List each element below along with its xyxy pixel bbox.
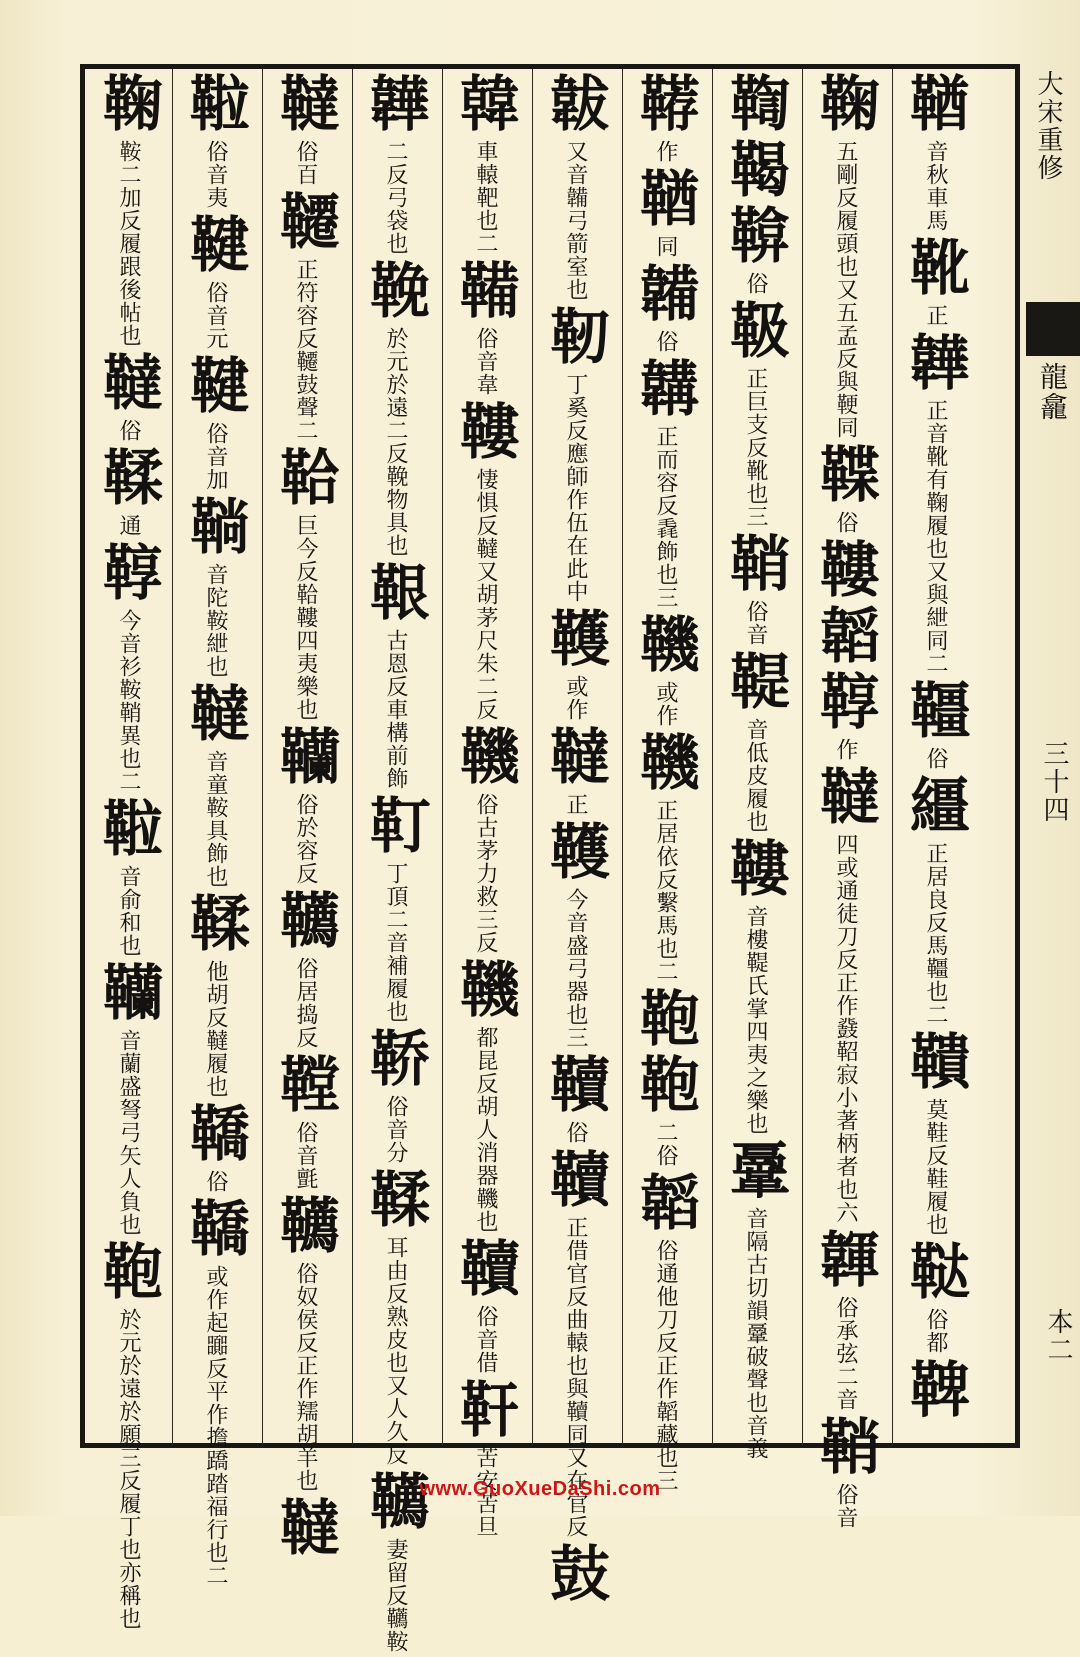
dictionary-entry	[810, 765, 880, 1228]
headword: 韗	[810, 1228, 880, 1294]
headword: 韉	[270, 889, 340, 955]
headword: 韃	[180, 682, 250, 748]
headword: 靸	[720, 299, 790, 365]
headword: 韃	[93, 351, 163, 417]
headword: 韡	[360, 72, 430, 138]
text-column	[805, 72, 885, 1529]
dictionary-entry	[630, 167, 700, 262]
dictionary-entry	[360, 1027, 430, 1168]
gloss-note: 俗居捣反	[293, 957, 318, 1049]
gloss-note: 正音靴有鞠履也又與紲同二	[923, 399, 948, 675]
headword: 韇	[540, 1053, 610, 1119]
headword: 鞠	[93, 72, 163, 138]
dictionary-entry	[810, 670, 880, 765]
headword: 鞞	[900, 1358, 970, 1424]
headword: 韉	[360, 1470, 430, 1536]
dictionary-entry	[360, 259, 430, 561]
gloss-note: 正居依反繫馬也二	[653, 799, 678, 983]
dictionary-entry	[810, 1415, 880, 1533]
dictionary-entry	[180, 495, 250, 682]
gloss-note: 俗奴侯反正作羺胡羊也	[293, 1262, 318, 1492]
dictionary-entry	[630, 987, 700, 1053]
gloss-note: 車轅靶也二	[473, 140, 498, 255]
headword: 鞥	[720, 204, 790, 270]
gloss-note: 丁頂二音補履也	[383, 862, 408, 1023]
gloss-note: 俗	[116, 419, 141, 442]
dictionary-entry	[270, 725, 340, 889]
gloss-note: 今音盛弓器也三	[563, 888, 588, 1049]
dictionary-entry	[540, 820, 610, 1053]
dictionary-entry	[900, 679, 970, 774]
gloss-note: 俗音加	[203, 422, 228, 491]
headword: 鞺	[270, 1053, 340, 1119]
dictionary-entry	[540, 725, 610, 820]
gloss-note: 二俗	[653, 1121, 678, 1167]
headword: 韛	[630, 262, 700, 328]
dictionary-entry	[270, 1496, 340, 1562]
headword: 鞑	[900, 1240, 970, 1306]
dictionary-entry	[93, 446, 163, 541]
headword: 鞎	[360, 561, 430, 627]
headword: 韜	[810, 604, 880, 670]
gloss-note: 丁奚反應師作伍在此中	[563, 373, 588, 603]
gloss-note: 俗承弦二音	[833, 1296, 858, 1411]
headword: 鞟	[93, 541, 163, 607]
dictionary-entry	[720, 138, 790, 204]
gloss-note: 音低皮履也	[743, 718, 768, 833]
column-rule	[172, 69, 173, 1445]
gloss-note: 古恩反車構前飾	[383, 629, 408, 790]
text-column	[715, 72, 795, 1460]
dictionary-entry	[180, 1102, 250, 1197]
gloss-note: 正居良反馬韁也二	[923, 842, 948, 1026]
gloss-note: 於元於遠二反鞔物具也	[383, 327, 408, 557]
headword: 韍	[540, 72, 610, 138]
dictionary-entry	[93, 961, 163, 1240]
dictionary-entry	[360, 72, 430, 259]
gloss-note: 俗音	[833, 1483, 858, 1529]
dictionary-entry	[630, 262, 700, 357]
headword: 鞈	[270, 446, 340, 512]
dictionary-entry	[900, 774, 970, 1030]
headword: 鞼	[900, 1030, 970, 1096]
headword: 鞧	[630, 167, 700, 233]
gloss-note: 二反弓袋也	[383, 140, 408, 255]
gloss-note: 耳由反熟皮也又人久反	[383, 1236, 408, 1466]
dictionary-entry	[450, 72, 520, 259]
watermark-url: www.GuoXueDaShi.com	[419, 1478, 661, 1500]
headword: 鞟	[810, 670, 880, 736]
text-column	[175, 72, 255, 1587]
headword: 韜	[630, 1171, 700, 1237]
gloss-note: 俗於容反	[293, 793, 318, 885]
dictionary-entry	[270, 190, 340, 446]
headword: 鼓	[540, 1542, 610, 1608]
dictionary-entry	[450, 725, 520, 958]
gloss-note: 俗通他刀反正作韜藏也三	[653, 1239, 678, 1492]
dictionary-entry	[360, 1168, 430, 1470]
dictionary-entry	[810, 538, 880, 604]
headword: 鞢	[810, 443, 880, 509]
headword: 鞡	[93, 797, 163, 863]
dictionary-entry	[93, 797, 163, 961]
headword: 鞽	[180, 1102, 250, 1168]
dictionary-entry	[450, 259, 520, 400]
dictionary-entry	[810, 443, 880, 538]
gloss-note: 音秋車馬	[923, 140, 948, 232]
headword: 韄	[540, 607, 610, 673]
dictionary-entry	[900, 1240, 970, 1358]
headword: 鞿	[450, 725, 520, 791]
dictionary-entry	[630, 357, 700, 613]
dictionary-entry	[720, 837, 790, 1139]
dictionary-entry	[180, 354, 250, 495]
headword: 鞷	[720, 1139, 790, 1205]
dictionary-entry	[360, 561, 430, 794]
headword: 韇	[540, 1148, 610, 1214]
column-rule	[532, 69, 533, 1445]
dictionary-entry	[630, 1171, 700, 1496]
gloss-note: 又音韛弓箭室也	[563, 140, 588, 301]
dictionary-entry	[810, 1228, 880, 1415]
gloss-note: 或作起嚻反平作擔蹻踏福行也二	[203, 1265, 228, 1587]
column-rule	[622, 69, 623, 1445]
dictionary-entry	[270, 1194, 340, 1496]
headword: 鞯	[630, 72, 700, 138]
section-title: 龍龕	[1036, 362, 1069, 422]
headword: 鞿	[630, 613, 700, 679]
dictionary-entry	[720, 204, 790, 299]
gloss-note: 俗音	[743, 600, 768, 646]
book-header: 大宋重修	[1033, 70, 1063, 182]
dictionary-entry	[720, 1139, 790, 1464]
text-column	[265, 72, 345, 1562]
headword: 韊	[93, 961, 163, 1027]
dictionary-entry	[630, 72, 700, 167]
gloss-note: 他胡反韃履也	[203, 960, 228, 1098]
headword: 鞬	[180, 354, 250, 420]
dictionary-entry	[720, 299, 790, 532]
gloss-note: 正而容反毳飾也三	[653, 425, 678, 609]
dictionary-entry	[450, 1237, 520, 1378]
gloss-note: 俗	[203, 1170, 228, 1193]
headword: 鞿	[450, 958, 520, 1024]
dictionary-entry	[630, 731, 700, 987]
gloss-note: 正	[923, 304, 948, 327]
headword: 鞒	[360, 1027, 430, 1093]
column-rule	[262, 69, 263, 1445]
headword: 鞨	[720, 138, 790, 204]
dictionary-entry	[540, 607, 610, 725]
gloss-note: 音隔古切韻鞷破聲也音義	[743, 1207, 768, 1460]
headword: 靬	[450, 1378, 520, 1444]
headword: 鞣	[180, 892, 250, 958]
headword: 韁	[900, 679, 970, 745]
headword: 鞔	[360, 259, 430, 325]
gloss-note: 俗	[833, 511, 858, 534]
gloss-note: 音俞和也	[116, 865, 141, 957]
headword: 靪	[360, 794, 430, 860]
headword: 鞻	[450, 400, 520, 466]
dictionary-entry	[270, 72, 340, 190]
dictionary-entry	[810, 604, 880, 670]
gloss-note: 作	[653, 140, 678, 163]
dictionary-entry	[93, 72, 163, 351]
dictionary-entry	[93, 541, 163, 797]
gloss-note: 正符容反韆鼓聲二	[293, 258, 318, 442]
headword: 鞻	[720, 837, 790, 903]
gloss-note: 正借官反曲轅也與韇同又在官反	[563, 1216, 588, 1538]
headword: 靭	[540, 305, 610, 371]
dictionary-entry	[270, 1053, 340, 1194]
headword: 鞫	[720, 72, 790, 138]
headword: 鞬	[180, 213, 250, 279]
gloss-note: 俗音分	[383, 1095, 408, 1164]
headword: 鞽	[180, 1197, 250, 1263]
headword: 鞝	[180, 495, 250, 561]
dictionary-entry	[900, 331, 970, 679]
dictionary-entry	[900, 1030, 970, 1240]
dictionary-entry	[180, 682, 250, 892]
headword: 鞮	[720, 650, 790, 716]
gloss-note: 俗音夷	[203, 140, 228, 209]
gloss-note: 悽惧反韃又胡茅尺朱二反	[473, 468, 498, 721]
dictionary-entry	[630, 613, 700, 731]
headword: 鞘	[810, 1415, 880, 1481]
headword: 鞿	[630, 731, 700, 797]
text-column	[535, 72, 615, 1608]
gloss-note: 俗音元	[203, 281, 228, 350]
headword: 鞴	[450, 259, 520, 325]
headword: 鞠	[810, 72, 880, 138]
text-column	[445, 72, 525, 1538]
headword: 韄	[540, 820, 610, 886]
gloss-note: 鞍二加反履跟後帖也	[116, 140, 141, 347]
dictionary-entry	[540, 305, 610, 607]
headword: 韇	[450, 1237, 520, 1303]
gloss-note: 通	[116, 514, 141, 537]
dictionary-entry	[180, 892, 250, 1102]
headword: 鞘	[720, 532, 790, 598]
headword: 韃	[270, 1496, 340, 1562]
text-column	[895, 72, 975, 1444]
gloss-note: 俗	[563, 1121, 588, 1144]
gloss-note: 或作	[563, 675, 588, 721]
gloss-note: 正	[563, 793, 588, 816]
headword: 鞄	[630, 987, 700, 1053]
dictionary-entry	[450, 1378, 520, 1542]
headword: 韆	[270, 190, 340, 256]
page-number: 三十四	[1039, 740, 1069, 824]
headword: 靴	[900, 236, 970, 302]
gloss-note: 莫鞋反鞋履也	[923, 1098, 948, 1236]
headword: 繮	[900, 774, 970, 840]
headword: 鞄	[93, 1240, 163, 1306]
dictionary-entry	[540, 1542, 610, 1608]
gloss-note: 苦安苦旦	[473, 1446, 498, 1538]
column-rule	[712, 69, 713, 1445]
headword: 韃	[270, 72, 340, 138]
headword: 韓	[450, 72, 520, 138]
dictionary-entry	[360, 794, 430, 1027]
dictionary-entry	[180, 213, 250, 354]
headword: 鞻	[810, 538, 880, 604]
gloss-note: 都昆反胡人消器鞿也	[473, 1026, 498, 1233]
gloss-note: 五剛反履頭也又五孟反與鞕同	[833, 140, 858, 439]
gloss-note: 巨今反鞈鞻四夷樂也	[293, 514, 318, 721]
gloss-note: 四或通徒刀反正作鼗鞀寂小著柄者也六	[833, 833, 858, 1224]
gloss-note: 音童鞍具飾也	[203, 750, 228, 888]
headword: 鞣	[93, 446, 163, 512]
dictionary-entry	[540, 1053, 610, 1148]
gloss-note: 音陀鞍紲也	[203, 563, 228, 678]
dictionary-entry	[720, 532, 790, 650]
headword: 韡	[900, 331, 970, 397]
gloss-note: 同	[653, 235, 678, 258]
column-rule	[442, 69, 443, 1445]
dictionary-entry	[93, 351, 163, 446]
gloss-note: 今音衫鞍鞘異也二	[116, 609, 141, 793]
headword: 鞡	[180, 72, 250, 138]
headword: 韊	[270, 725, 340, 791]
gloss-note: 音蘭盛弩弓矢人負也	[116, 1029, 141, 1236]
gloss-note: 俗	[653, 330, 678, 353]
dictionary-entry	[270, 446, 340, 725]
gloss-note: 俗	[923, 747, 948, 770]
headword: 鞣	[360, 1168, 430, 1234]
gloss-note: 俗音氈	[293, 1121, 318, 1190]
gloss-note: 俗百	[293, 140, 318, 186]
dictionary-entry	[540, 72, 610, 305]
gloss-note: 俗音韋	[473, 327, 498, 396]
headword: 韝	[630, 357, 700, 423]
dictionary-entry	[93, 1240, 163, 1634]
gloss-note: 妻留反韉鞍	[383, 1538, 408, 1653]
dictionary-entry	[450, 958, 520, 1237]
gloss-note: 俗	[743, 272, 768, 295]
dictionary-entry	[720, 650, 790, 837]
dictionary-entry	[810, 72, 880, 443]
column-rule	[352, 69, 353, 1445]
headword: 鞧	[900, 72, 970, 138]
headword: 鞄	[630, 1053, 700, 1119]
section-tab	[1026, 302, 1080, 356]
column-rule	[892, 69, 893, 1445]
dictionary-entry	[180, 72, 250, 213]
gloss-note: 音樓鞮氏掌四夷之樂也	[743, 905, 768, 1135]
dictionary-entry	[270, 889, 340, 1053]
leaf-mark: 本二	[1043, 1308, 1073, 1364]
dictionary-entry	[900, 1358, 970, 1424]
gloss-note: 或作	[653, 681, 678, 727]
gloss-note: 正巨支反靴也三	[743, 367, 768, 528]
gloss-note: 於元於遠於願三反履丁也亦稱也	[116, 1308, 141, 1630]
headword: 韃	[810, 765, 880, 831]
text-column	[355, 72, 435, 1653]
dictionary-entry	[900, 72, 970, 236]
gloss-note: 俗音借	[473, 1305, 498, 1374]
text-column	[88, 72, 168, 1630]
dictionary-entry	[900, 236, 970, 331]
dictionary-entry	[720, 72, 790, 138]
column-rule	[802, 69, 803, 1445]
gloss-note: 作	[833, 738, 858, 761]
gloss-note: 俗都	[923, 1308, 948, 1354]
headword: 韉	[270, 1194, 340, 1260]
headword: 韃	[540, 725, 610, 791]
gloss-note: 俗古茅力救三反	[473, 793, 498, 954]
dictionary-entry	[180, 1197, 250, 1591]
dictionary-entry	[450, 400, 520, 725]
text-column	[625, 72, 705, 1492]
dictionary-entry	[630, 1053, 700, 1171]
